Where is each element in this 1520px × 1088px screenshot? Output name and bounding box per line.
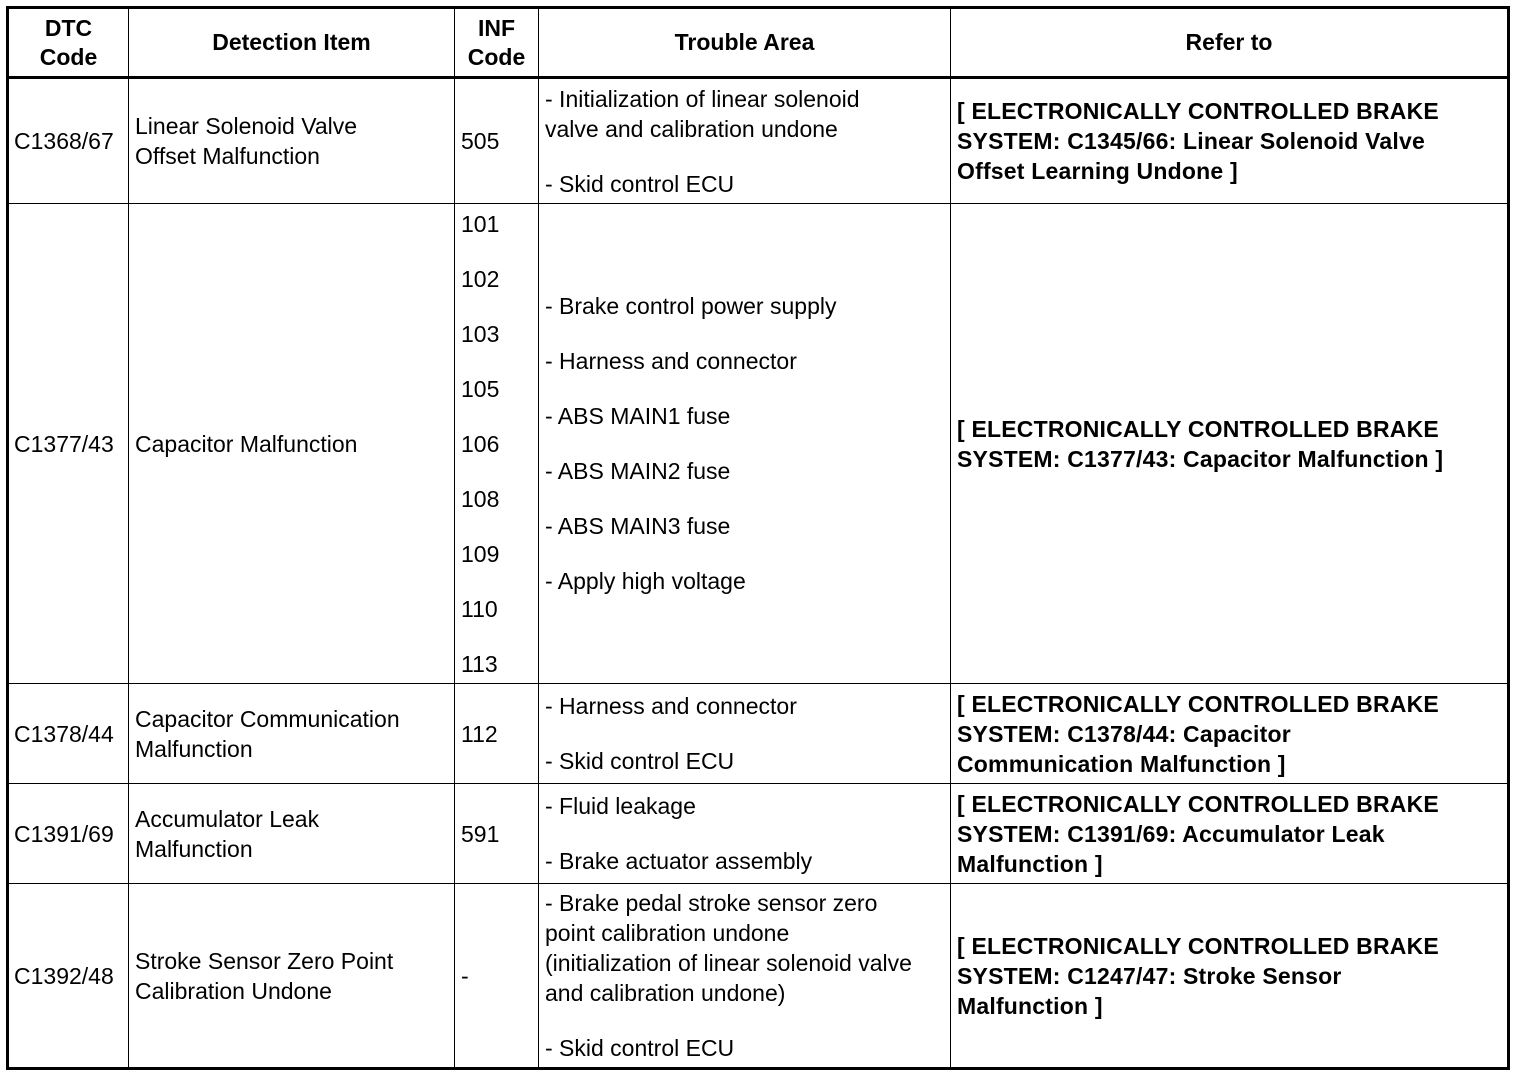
trouble-area-cell (539, 78, 951, 204)
inf-code: 103 (461, 320, 500, 347)
dtc-code-cell: C1378/44 (8, 684, 129, 784)
header-trouble-area: Trouble Area (539, 8, 951, 78)
trouble-area-item (545, 401, 944, 431)
trouble-area-line: - ABS MAIN3 fuse (545, 513, 731, 539)
inf-code: 101 (461, 210, 500, 237)
trouble-area-line: - Apply high voltage (545, 568, 746, 594)
table-header (8, 8, 1509, 78)
refer-to-line: [ ELECTRONICALLY CONTROLLED BRAKE (957, 98, 1439, 124)
trouble-area-item (545, 291, 944, 321)
trouble-area-item (545, 346, 944, 376)
refer-to-cell (951, 884, 1509, 1069)
trouble-area-item (545, 791, 944, 821)
detection-item-cell (129, 884, 455, 1069)
refer-to-line: SYSTEM: C1377/43: Capacitor Malfunction ] (957, 445, 1444, 472)
trouble-area-line: - Harness and connector (545, 693, 797, 719)
header-dtc-code (8, 8, 129, 78)
refer-to-line: SYSTEM: C1247/47: Stroke Sensor (957, 962, 1342, 989)
inf-code: 105 (461, 375, 500, 402)
refer-to-cell (951, 78, 1509, 204)
table-body (8, 78, 1509, 1069)
detection-item-cell (129, 784, 455, 884)
refer-to-line: SYSTEM: C1391/69: Accumulator Leak (957, 820, 1385, 847)
trouble-area-line: - Brake control power supply (545, 293, 837, 319)
trouble-area-item (545, 169, 944, 199)
trouble-area-line: - ABS MAIN2 fuse (545, 458, 731, 484)
inf-code: 591 (461, 820, 500, 847)
trouble-area-line: - Brake pedal stroke sensor zero (545, 890, 878, 916)
dtc-code-cell: C1377/43 (8, 204, 129, 684)
inf-code: 112 (461, 720, 498, 747)
inf-code-cell (455, 78, 539, 204)
trouble-area-cell (539, 884, 951, 1069)
inf-code: 113 (461, 650, 498, 677)
trouble-area-line: and calibration undone) (545, 980, 786, 1006)
table-row (8, 684, 1509, 784)
header-inf-code (455, 8, 539, 78)
table-row (8, 884, 1509, 1069)
header-dtc-code-line: Code (39, 43, 98, 70)
dtc-table (6, 6, 1510, 1070)
inf-code-cell (455, 884, 539, 1069)
trouble-area-line: - Skid control ECU (545, 1035, 735, 1061)
detection-item-line: Malfunction (135, 735, 253, 762)
trouble-area-line: - Skid control ECU (545, 748, 735, 774)
table-row (8, 204, 1509, 684)
trouble-area-item (545, 456, 944, 486)
inf-code-cell (455, 784, 539, 884)
detection-item-cell (129, 684, 455, 784)
trouble-area-line: - Fluid leakage (545, 793, 696, 819)
dtc-code-cell: C1392/48 (8, 884, 129, 1069)
detection-item-line: Linear Solenoid Valve (135, 113, 358, 139)
inf-code: 109 (461, 540, 500, 567)
trouble-area-line: - Initialization of linear solenoid (545, 85, 860, 112)
refer-to-cell (951, 784, 1509, 884)
refer-to-line: SYSTEM: C1378/44: Capacitor (957, 720, 1291, 747)
header-detection-item: Detection Item (129, 8, 455, 78)
trouble-area-item (545, 888, 944, 1008)
refer-to-line: Malfunction ] (957, 992, 1103, 1019)
trouble-area-line: - Skid control ECU (545, 170, 735, 197)
trouble-area-line: - ABS MAIN1 fuse (545, 403, 731, 429)
detection-item-cell (129, 204, 455, 684)
refer-to-line: Communication Malfunction ] (957, 750, 1286, 777)
inf-code: 102 (461, 265, 500, 292)
trouble-area-cell (539, 684, 951, 784)
header-dtc-code-line: DTC (44, 14, 93, 41)
trouble-area-line: (initialization of linear solenoid valve (545, 950, 912, 976)
header-inf-code-line: INF (477, 14, 516, 41)
trouble-area-cell (539, 204, 951, 684)
header-row (8, 8, 1509, 78)
trouble-area-cell (539, 784, 951, 884)
refer-to-line: [ ELECTRONICALLY CONTROLLED BRAKE (957, 690, 1439, 717)
trouble-area-item (545, 846, 944, 876)
dtc-code-cell: C1391/69 (8, 784, 129, 884)
refer-to-cell (951, 684, 1509, 784)
trouble-area-line: - Harness and connector (545, 348, 797, 374)
inf-code-cell (455, 204, 539, 684)
refer-to-line: [ ELECTRONICALLY CONTROLLED BRAKE (957, 932, 1439, 959)
detection-item-line: Malfunction (135, 835, 253, 862)
detection-item-line: Calibration Undone (135, 977, 332, 1004)
trouble-area-item (545, 691, 944, 721)
trouble-area-item (545, 746, 944, 776)
detection-item-line: Stroke Sensor Zero Point (135, 947, 394, 974)
trouble-area-item (545, 1033, 944, 1063)
inf-code: 106 (461, 430, 500, 457)
trouble-area-item (545, 511, 944, 541)
refer-to-line: Malfunction ] (957, 850, 1103, 877)
detection-item-cell (129, 78, 455, 204)
dtc-code-cell: C1368/67 (8, 78, 129, 204)
header-inf-code-line: Code (467, 43, 526, 70)
trouble-area-line: point calibration undone (545, 920, 790, 946)
inf-code: 108 (461, 485, 500, 512)
table-row (8, 784, 1509, 884)
trouble-area-item (545, 566, 944, 596)
refer-to-line: [ ELECTRONICALLY CONTROLLED BRAKE (957, 415, 1439, 442)
refer-to-line: SYSTEM: C1345/66: Linear Solenoid Valve (957, 128, 1425, 154)
inf-code: - (461, 962, 469, 989)
detection-item-line: Accumulator Leak (135, 805, 320, 832)
inf-code-cell (455, 684, 539, 784)
detection-item-line: Offset Malfunction (135, 143, 320, 169)
refer-to-line: Offset Learning Undone ] (957, 158, 1238, 184)
detection-item-line: Capacitor Communication (135, 705, 400, 732)
refer-to-line: [ ELECTRONICALLY CONTROLLED BRAKE (957, 790, 1439, 817)
table-row (8, 78, 1509, 204)
trouble-area-item (545, 84, 944, 144)
inf-code: 110 (461, 595, 498, 622)
refer-to-cell (951, 204, 1509, 684)
trouble-area-line: valve and calibration undone (545, 115, 838, 142)
detection-item-line: Capacitor Malfunction (135, 430, 358, 457)
inf-code: 505 (461, 128, 500, 154)
header-refer-to: Refer to (951, 8, 1509, 78)
trouble-area-line: - Brake actuator assembly (545, 848, 813, 874)
